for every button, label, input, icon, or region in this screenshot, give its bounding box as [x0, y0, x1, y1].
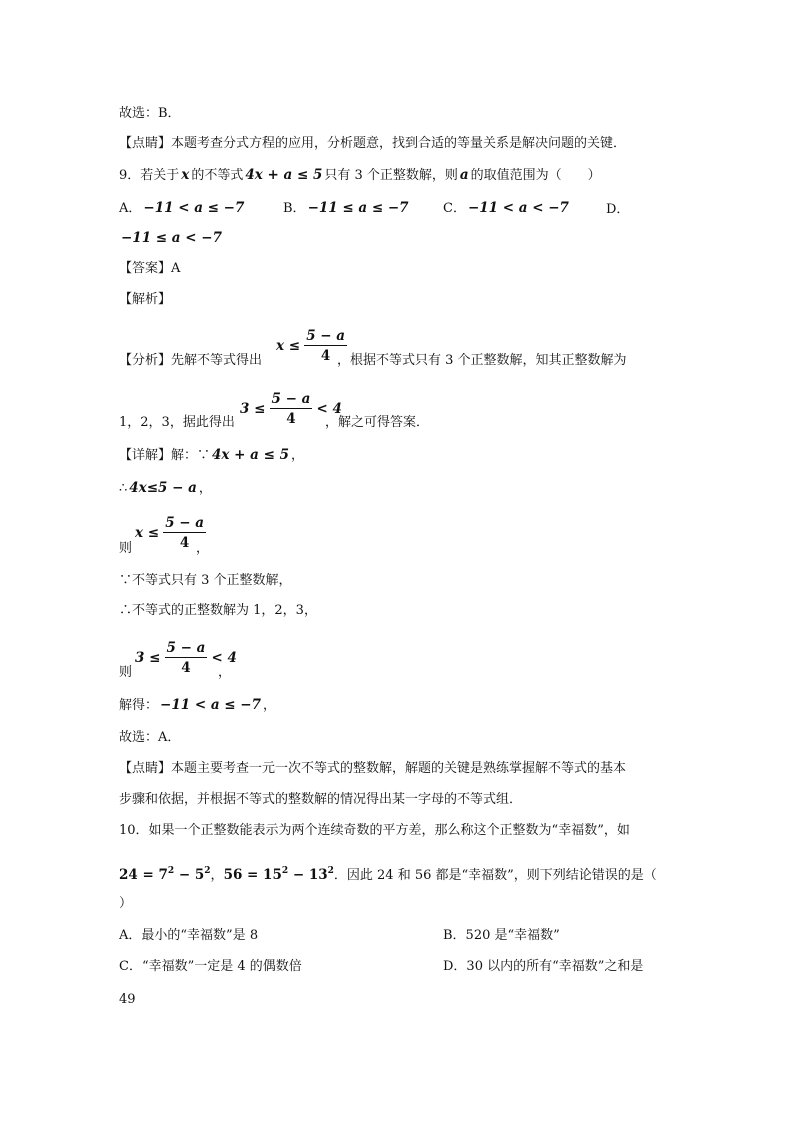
q10-eq1-part-a: 24 = 7: [119, 867, 168, 883]
frac-denominator: 4: [181, 660, 191, 676]
q9-option-a-label: A．: [119, 201, 142, 216]
q9-comment-line1: 【点睛】本题主要考查一元一次不等式的整数解，解题的关键是熟练掌握解不等式的基本: [119, 761, 627, 776]
q9-step2-comma: ，: [196, 541, 210, 556]
frac-numerator: 5 − a: [166, 640, 206, 656]
q9-inequality: 4x + a ≤ 5: [245, 167, 323, 183]
q9-solve-line: [119, 696, 276, 715]
q8-comment: 【点睛】本题考查分式方程的应用，分析题意，找到合适的等量关系是解决问题的关键．: [119, 136, 627, 151]
q9-choose: 故选：A．: [119, 730, 181, 745]
q9-fenxi2-text-b: ，解之可得答案．: [325, 415, 430, 430]
q9-fenxi2-text-a: 1，2，3，据此得出: [119, 415, 235, 430]
q9-stem-part-d: 的取值范围为（ ）: [470, 168, 601, 183]
q9-detail-inequality: 4x + a ≤ 5: [212, 447, 290, 463]
q9-step3-lhs: 3 ≤: [135, 650, 161, 666]
q9-solve-value: −11 < a ≤ −7: [160, 697, 261, 713]
q10-option-b: B．520 是“幸福数”: [443, 928, 560, 943]
q9-then-label: 则: [119, 541, 133, 556]
q10-option-d: D．30 以内的所有“幸福数”之和是: [443, 959, 644, 974]
q9-step1-comma: ，: [198, 481, 212, 496]
frac-denominator: 4: [179, 535, 190, 551]
q9-comment-line2: 步骤和依据，并根据不等式的整数解的情况得出某一字母的不等式组．: [119, 792, 523, 807]
q9-step1-line: [119, 479, 212, 498]
q9-solve-comma: ，: [263, 698, 277, 713]
q10-eq2: [224, 867, 334, 883]
therefore-symbol: ∴: [119, 481, 128, 496]
q10-eq2-exp2: 2: [327, 866, 334, 876]
q10-eq-sep: ，: [210, 868, 224, 883]
q10-option-a: A．最小的“幸福数”是 8: [119, 928, 259, 943]
q9-option-b: [283, 199, 411, 218]
q9-analysis-heading: 【解析】: [119, 292, 172, 307]
q9-option-c-math: −11 < a < −7: [467, 200, 569, 216]
frac-denominator: 4: [320, 348, 331, 364]
q10-stem-line1: 10．如果一个正整数能表示为两个连续奇数的平方差，那么称这个正整数为“幸福数”，如: [119, 823, 630, 838]
q9-step3-rhs: < 4: [211, 650, 237, 666]
q9-step3-frac: [165, 640, 208, 676]
q9-detail-line: [119, 446, 304, 465]
q9-fenxi2-frac: [270, 391, 313, 427]
q9-option-d-math: [119, 229, 224, 248]
frac-denominator: 4: [286, 411, 296, 427]
q9-step1-math: 4x≤5 − a: [129, 480, 197, 496]
frac-numerator: 5 − a: [271, 391, 311, 407]
q10-eq1-exp1: 2: [167, 866, 175, 876]
q9-fenxi-frac-lhs: x ≤: [276, 338, 301, 354]
q9-var-a: a: [459, 167, 469, 183]
q10-eq1: [119, 867, 211, 883]
q9-var-x: x: [181, 167, 190, 183]
q9-therefore2: ∴不等式的正整数解为 1，2，3，: [119, 603, 317, 618]
q9-stem-part-a: 9．若关于: [119, 168, 180, 183]
q9-option-b-math: −11 ≤ a ≤ −7: [307, 200, 409, 216]
q10-eq1-part-b: − 5: [174, 867, 205, 883]
q9-stem-part-b: 的不等式: [191, 168, 244, 183]
frac-numerator: 5 − a: [165, 515, 205, 531]
q10-stem-line3: ）: [119, 896, 133, 911]
page-number: 49: [119, 992, 136, 1007]
q10-eq2-part-a: 56 = 15: [223, 867, 282, 883]
q9-fenxi2-rhs: < 4: [316, 401, 342, 417]
q9-option-c-label: C．: [443, 201, 466, 216]
q9-detail-comma: ，: [291, 448, 305, 463]
q9-option-b-label: B．: [283, 201, 306, 216]
q9-solve-prefix: 解得：: [119, 698, 159, 713]
q9-option-c: [443, 199, 571, 218]
q9-option-d-label: D．: [606, 202, 630, 217]
q9-stem: [119, 166, 601, 185]
q9-then2-label: 则: [119, 665, 133, 680]
q9-option-d-value: −11 ≤ a < −7: [121, 230, 222, 246]
q9-detail-prefix: 【详解】解：∵: [119, 448, 211, 463]
q10-option-c: C．“幸福数”一定是 4 的偶数倍: [119, 959, 302, 974]
q9-stem-part-c: 只有 3 个正整数解，则: [324, 168, 458, 183]
q10-eq2-part-b: − 13: [288, 867, 328, 883]
q10-stem-line2: [119, 862, 657, 885]
q9-because2: ∵不等式只有 3 个正整数解，: [119, 573, 292, 588]
q8-choose: 故选：B．: [119, 106, 181, 121]
q10-eq2-exp1: 2: [281, 866, 289, 876]
q9-fenxi2-lhs: 3 ≤: [240, 401, 266, 417]
q9-option-a-math: −11 < a ≤ −7: [143, 200, 245, 216]
q9-answer: 【答案】A: [119, 261, 181, 276]
q9-option-a: [119, 199, 246, 218]
q9-step3-comma: ，: [218, 665, 232, 680]
q10-stem-part2: ．因此 24 和 56 都是“幸福数”，则下列结论错误的是（: [333, 868, 657, 883]
q10-eq1-exp2: 2: [204, 866, 211, 876]
q9-fenxi-text-b: ，根据不等式只有 3 个正整数解，知其正整数解为: [337, 353, 627, 368]
frac-numerator: 5 − a: [306, 328, 346, 344]
q9-step2-lhs: x ≤: [135, 525, 160, 541]
q9-fenxi-text-a: 【分析】先解不等式得出: [119, 353, 263, 368]
